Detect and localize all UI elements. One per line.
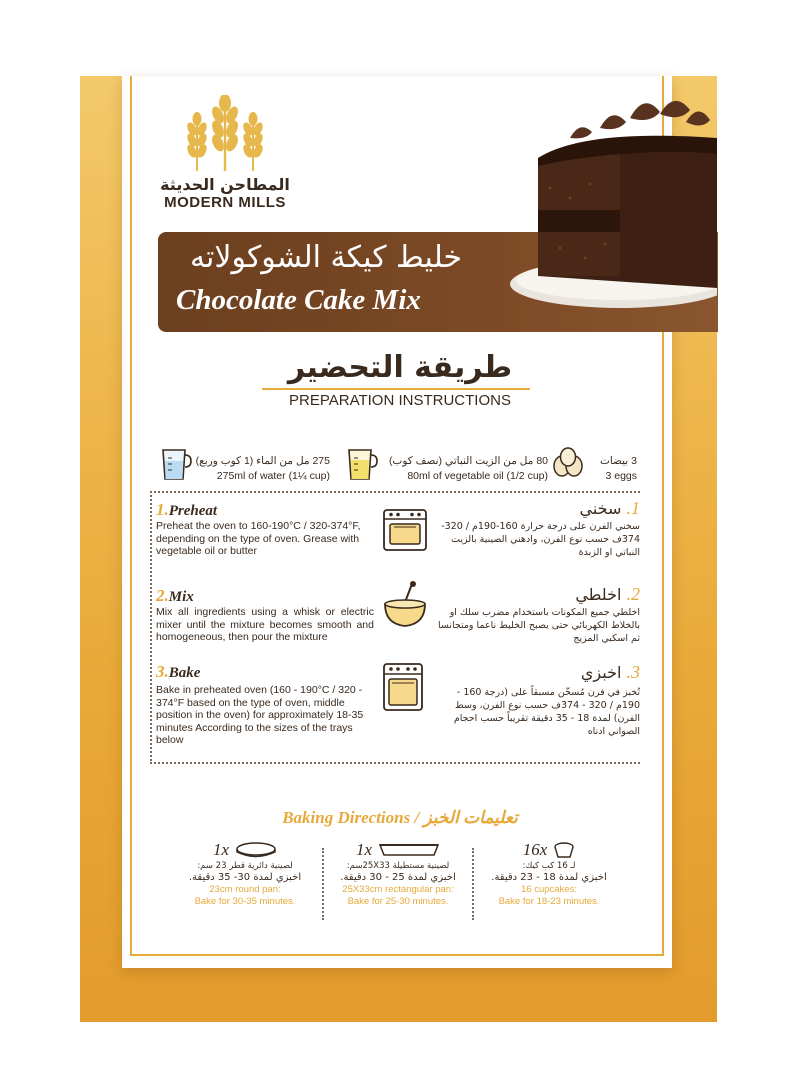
step-2-number: 2. [156, 586, 169, 605]
step-2-body-ar: اخلطي جميع المكونات باستخدام مضرب سلك او بالخلاط الكهربائي حتى يصبح الخليط ناعما ومتجانسا ثم اسكبي المزيج [437, 607, 640, 644]
ingredient-oil-ar: 80 مل من الزيت النباتي (نصف كوب) [388, 455, 548, 467]
tray-cupcake-en2: Bake for 18-23 minutes. [498, 896, 600, 907]
tray-rectangular [324, 840, 472, 908]
heading-underline [262, 388, 530, 390]
step-1-title-ar-text: سخني [579, 499, 622, 518]
divider-vertical [150, 491, 152, 761]
step-2-title-ar [530, 584, 640, 605]
step-1-body-ar: سخني الفرن على درجة حرارة 160-190م / 320-374ف حسب نوع الفرن، وادهني الصينية بالزيت النباتي او الزبدة [441, 521, 640, 558]
step-1-number: 1. [156, 500, 169, 519]
preparation-heading-ar: طريقة التحضير [287, 350, 513, 385]
tray-cupcake-ar2: اخبزي لمدة 18 - 23 دقيقة. [491, 872, 607, 883]
tray-cupcakes [474, 840, 624, 908]
step-3-title-ar [530, 662, 640, 683]
tray-round-en1: 23cm round pan: [209, 884, 281, 895]
tray-round-en2: Bake for 30-35 minutes. [194, 896, 296, 907]
divider [150, 491, 640, 493]
chocolate-cake-image [510, 88, 717, 320]
step-3-body-ar: تُخبز في فرن مُسخّن مسبقاً على (درجة 160 - 190م / 320 - 374ف حسب نوع الفرن، وسط الفرن) لمدة 18 - 35 دقيقة تقريباً حسب احجام الصواني ادناه [453, 687, 640, 737]
step-1-number-ar: 1. [626, 498, 640, 518]
step-3-title-ar-text: اخبزي [580, 663, 622, 682]
rectangular-pan-icon [378, 841, 440, 859]
tray-rect-en1: 25X33cm rectangular pan: [342, 884, 454, 895]
brand-logo [150, 95, 300, 225]
brand-name-ar: المطاحن الحديثة [160, 175, 290, 194]
step-1-body-en: Preheat the oven to 160-190°C / 320-374°F, depending on the type of oven. Grease with vegetable oil or butter [156, 520, 361, 557]
ingredient-water-en: 275ml of water (1¼ cup) [216, 470, 330, 482]
step-1-title-en [156, 500, 217, 520]
tray-round-ar1: لصينية دائرية قطر 23 سم: [197, 861, 293, 871]
step-2-title-en [156, 586, 194, 606]
cupcake-icon [553, 841, 575, 859]
mixing-bowl-icon [382, 580, 428, 630]
product-title-ar: خليط كيكة الشوكولاته [189, 240, 463, 275]
step-2-title-ar-text: اخلطي [575, 585, 622, 604]
step-3-number-ar: 3. [626, 662, 640, 682]
ingredient-eggs [585, 454, 637, 484]
divider [150, 762, 640, 764]
tray-rect-ar2: اخبزي لمدة 25 - 30 دقيقة. [340, 872, 456, 883]
ingredient-oil [380, 454, 548, 484]
tray-rect-count: 1x [355, 840, 373, 859]
step-3-number: 3. [156, 662, 169, 681]
eggs-icon [551, 446, 585, 480]
oil-cup-icon [344, 446, 378, 482]
ingredient-water [195, 454, 330, 484]
step-2-body-en: Mix all ingredients using a whisk or electric mixer until the mixture becomes smooth and homogeneous, then pour the mixture [156, 606, 374, 643]
step-2-number-ar: 2. [626, 584, 640, 604]
tray-rect-ar1: لصينية مستطيلة 25X33سم: [346, 861, 450, 871]
tray-round-ar2: اخبزي لمدة 30- 35 دقيقة. [188, 872, 302, 883]
ingredient-water-ar: 275 مل من الماء (1 كوب وربع) [195, 455, 330, 467]
round-pan-icon [235, 841, 277, 859]
step-3-title-en [156, 662, 200, 682]
step-1-title-ar [530, 498, 640, 519]
tray-cupcake-count: 16x [522, 840, 548, 859]
tray-cupcake-ar1: لـ 16 كب كيك: [522, 861, 576, 871]
preparation-heading-en: PREPARATION INSTRUCTIONS [289, 392, 511, 409]
baking-directions-title: Baking Directions / تعليمات الخبز [282, 808, 518, 827]
water-cup-icon [158, 446, 192, 482]
wheat-logo-icon [175, 95, 275, 173]
oven-icon [382, 508, 428, 552]
step-1-title-text: Preheat [168, 503, 218, 519]
ingredient-oil-en: 80ml of vegetable oil (1/2 cup) [407, 470, 548, 482]
step-3-body-en: Bake in preheated oven (160 - 190°C / 320 - 374°F based on the type of oven, middle position in the oven) for approximately 18-35 minutes According to the sizes of the trays below [156, 684, 364, 746]
tray-round-count: 1x [212, 840, 230, 859]
ingredient-eggs-en: 3 eggs [605, 470, 637, 482]
ingredient-eggs-ar: 3 بيضات [599, 455, 637, 467]
baking-oven-icon [382, 662, 424, 712]
step-2-title-text: Mix [168, 589, 194, 605]
tray-round [170, 840, 320, 908]
brand-name-en: MODERN MILLS [164, 194, 286, 211]
tray-rect-en2: Bake for 25-30 minutes. [347, 896, 449, 907]
product-title-en: Chocolate Cake Mix [176, 284, 421, 316]
tray-cupcake-en1: 16 cupcakes: [521, 884, 577, 895]
step-3-title-text: Bake [168, 665, 201, 681]
